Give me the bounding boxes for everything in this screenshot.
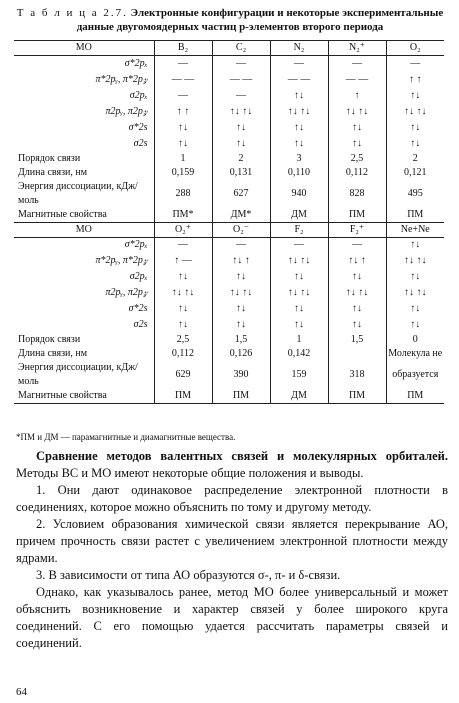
property-cell: ДМ bbox=[270, 208, 328, 223]
property-row bbox=[14, 361, 444, 389]
property-label: Длина связи, нм bbox=[18, 166, 88, 178]
orbital-cell: ↑↓ ↑ bbox=[212, 253, 270, 269]
property-cell: ПМ bbox=[328, 208, 386, 223]
orbital-cell: ↑ ↑ bbox=[154, 104, 212, 120]
orbital-cell: ↑↓ bbox=[386, 317, 444, 333]
orbital-cell: ↑↓ ↑↓ bbox=[212, 104, 270, 120]
section-heading: Сравнение методов валентных связей и молекулярных орбиталей. bbox=[36, 449, 448, 463]
orbital-cell: ↑↓ bbox=[154, 269, 212, 285]
orbital-cell: ↑↓ bbox=[386, 301, 444, 317]
orbital-cell: ↑↓ ↑↓ bbox=[212, 285, 270, 301]
orbital-cell: ↑↓ bbox=[270, 136, 328, 152]
property-cell: 1 bbox=[270, 333, 328, 347]
orbital-cell: ↑↓ bbox=[212, 317, 270, 333]
header-molecule: O₂ bbox=[386, 41, 444, 56]
header-molecule: N₂ bbox=[270, 41, 328, 56]
orbital-cell: ↑↓ bbox=[270, 88, 328, 104]
orbital-cell: ↑↓ bbox=[212, 136, 270, 152]
orbital-cell: — — bbox=[154, 72, 212, 88]
orbital-row bbox=[14, 317, 444, 333]
body-text bbox=[16, 448, 448, 652]
property-cell: 1,5 bbox=[212, 333, 270, 347]
orbital-cell: ↑↓ ↑↓ bbox=[328, 285, 386, 301]
property-cell: 288 bbox=[154, 180, 212, 208]
property-cell: 0 bbox=[386, 333, 444, 347]
header-mo: МО bbox=[14, 41, 154, 56]
property-cell: Молекула не bbox=[386, 347, 444, 361]
header-molecule: C₂ bbox=[212, 41, 270, 56]
property-cell: ДМ* bbox=[212, 208, 270, 223]
orbital-row bbox=[14, 120, 444, 136]
property-cell: ПМ* bbox=[154, 208, 212, 223]
property-label: Порядок связи bbox=[18, 152, 81, 164]
orbital-cell: ↑ — bbox=[154, 253, 212, 269]
property-label: Магнитные свойства bbox=[14, 389, 154, 404]
orbital-row bbox=[14, 72, 444, 88]
property-row bbox=[14, 389, 444, 404]
property-cell: ПМ bbox=[328, 389, 386, 404]
property-cell: 627 bbox=[212, 180, 270, 208]
property-cell: 2 bbox=[386, 152, 444, 166]
paragraph-1: 1. Они дают одинаковое распределение электронной плотности в соединениях, которое можно объяснить по тому и другому методу. bbox=[16, 483, 448, 514]
orbital-cell: ↑↓ bbox=[328, 136, 386, 152]
orbital-cell: ↑ bbox=[328, 88, 386, 104]
orbital-cell: — — bbox=[270, 72, 328, 88]
orbital-row bbox=[14, 253, 444, 269]
property-cell: 2 bbox=[212, 152, 270, 166]
property-row bbox=[14, 347, 444, 361]
orbital-label: σ2pₓ bbox=[129, 271, 148, 282]
header-molecule: B₂ bbox=[154, 41, 212, 56]
orbital-row bbox=[14, 88, 444, 104]
orbital-cell: ↑↓ ↑↓ bbox=[386, 104, 444, 120]
header-molecule: O₂⁻ bbox=[212, 222, 270, 237]
orbital-cell: ↑↓ bbox=[154, 301, 212, 317]
property-cell: 0,110 bbox=[270, 166, 328, 180]
property-cell: 0,121 bbox=[386, 166, 444, 180]
paragraph-heading bbox=[16, 448, 448, 482]
orbital-cell: — bbox=[270, 237, 328, 253]
property-cell: образуется bbox=[386, 361, 444, 389]
property-label: Порядок связи bbox=[18, 334, 81, 345]
header-molecule: F₂⁺ bbox=[328, 222, 386, 237]
orbital-cell: — bbox=[212, 56, 270, 72]
property-row bbox=[14, 152, 444, 166]
orbital-cell: ↑↓ ↑ bbox=[328, 253, 386, 269]
paragraph-2: 2. Условием образования химической связи является перекрывание АО, причем прочность связи растет с увеличением электронной плотности между ядрами. bbox=[16, 517, 448, 565]
header-mo: МО bbox=[14, 222, 154, 237]
orbital-cell: ↑↓ bbox=[212, 269, 270, 285]
orbital-label: π2pᵧ, π2p𝓏 bbox=[105, 105, 148, 117]
property-cell: 2,5 bbox=[154, 333, 212, 347]
property-cell: 0,126 bbox=[212, 347, 270, 361]
orbital-cell: — bbox=[154, 56, 212, 72]
orbital-cell: — — bbox=[328, 72, 386, 88]
property-cell: 318 bbox=[328, 361, 386, 389]
orbital-cell: ↑↓ bbox=[154, 120, 212, 136]
orbital-label: σ*2pₓ bbox=[124, 239, 148, 251]
header-molecule: O₂⁺ bbox=[154, 222, 212, 237]
orbital-cell: — bbox=[328, 56, 386, 72]
table-caption bbox=[10, 6, 450, 34]
orbital-cell: — bbox=[212, 237, 270, 253]
caption-title: Электронные конфигурации и некоторые экспериментальные данные двугомоядерных частиц p-элементов второго периода bbox=[76, 7, 444, 33]
orbital-row bbox=[14, 136, 444, 152]
orbital-cell: ↑↓ bbox=[154, 317, 212, 333]
orbital-cell: ↑↓ ↑↓ bbox=[386, 253, 444, 269]
orbital-label: σ*2s bbox=[128, 121, 148, 133]
orbital-cell: ↑↓ bbox=[270, 269, 328, 285]
orbital-cell: — bbox=[270, 56, 328, 72]
orbital-cell: ↑↓ bbox=[270, 301, 328, 317]
property-cell: ПМ bbox=[386, 208, 444, 223]
orbital-cell: — bbox=[154, 237, 212, 253]
property-cell: 828 bbox=[328, 180, 386, 208]
orbital-cell: ↑↓ bbox=[154, 136, 212, 152]
property-cell: ПМ bbox=[212, 389, 270, 404]
property-cell: 495 bbox=[386, 180, 444, 208]
property-cell: 940 bbox=[270, 180, 328, 208]
orbital-row bbox=[14, 269, 444, 285]
header-molecule: F₂ bbox=[270, 222, 328, 237]
property-cell: 1,5 bbox=[328, 333, 386, 347]
orbital-cell: ↑↓ bbox=[328, 317, 386, 333]
orbital-cell: ↑↓ bbox=[212, 120, 270, 136]
orbital-cell: ↑↓ bbox=[386, 237, 444, 253]
property-label: Магнитные свойства bbox=[14, 208, 154, 223]
orbital-row bbox=[14, 301, 444, 317]
orbital-label: σ*2pₓ bbox=[124, 57, 148, 69]
mo-table bbox=[14, 40, 444, 404]
orbital-cell: ↑↓ bbox=[386, 120, 444, 136]
orbital-cell: ↑↓ bbox=[386, 136, 444, 152]
orbital-label: π*2pᵧ, π*2p𝓏 bbox=[95, 255, 148, 266]
orbital-label: σ2s bbox=[133, 319, 148, 330]
property-cell: 3 bbox=[270, 152, 328, 166]
orbital-label: σ*2s bbox=[128, 303, 148, 314]
orbital-label: π*2pᵧ, π*2p𝓏 bbox=[95, 73, 148, 85]
paragraph-3: 3. В зависимости от типа АО образуются σ-, π- и δ-связи. bbox=[36, 568, 341, 582]
property-cell bbox=[328, 347, 386, 361]
property-cell: 0,131 bbox=[212, 166, 270, 180]
property-label: Энергия диссоциации, кДж/моль bbox=[18, 180, 138, 206]
property-cell: ДМ bbox=[270, 389, 328, 404]
property-row bbox=[14, 208, 444, 223]
footnote: *ПМ и ДМ — парамагнитные и диамагнитные вещества. bbox=[16, 432, 236, 442]
property-label: Длина связи, нм bbox=[18, 348, 88, 359]
heading-tail: Методы ВС и МО имеют некоторые общие положения и выводы. bbox=[16, 466, 364, 480]
orbital-cell: ↑↓ bbox=[328, 301, 386, 317]
property-cell: ПМ bbox=[154, 389, 212, 404]
orbital-cell: — bbox=[386, 56, 444, 72]
property-row bbox=[14, 180, 444, 208]
property-label: Энергия диссоциации, кДж/моль bbox=[18, 362, 138, 387]
orbital-cell: ↑↓ ↑↓ bbox=[270, 285, 328, 301]
orbital-row bbox=[14, 104, 444, 120]
orbital-cell: ↑↓ ↑↓ bbox=[270, 253, 328, 269]
header-molecule: Ne+Ne bbox=[386, 222, 444, 237]
property-cell: 1 bbox=[154, 152, 212, 166]
property-cell: 0,112 bbox=[328, 166, 386, 180]
orbital-cell: ↑ ↑ bbox=[386, 72, 444, 88]
header-row bbox=[14, 41, 444, 56]
property-cell: 2,5 bbox=[328, 152, 386, 166]
orbital-label: σ2pₓ bbox=[129, 89, 148, 101]
property-cell: 0,142 bbox=[270, 347, 328, 361]
mo-table-body bbox=[14, 41, 444, 404]
orbital-row bbox=[14, 237, 444, 253]
orbital-row bbox=[14, 56, 444, 72]
paragraph-4: Однако, как указывалось ранее, метод МО более универсальный и может объяснить возникновение и характер связей у более широкого круга соединений. С его помощью удается рассчитать параметры связей и соединений. bbox=[16, 585, 448, 650]
page-number: 64 bbox=[16, 686, 27, 698]
property-cell: 0,159 bbox=[154, 166, 212, 180]
orbital-cell: ↑↓ bbox=[270, 120, 328, 136]
orbital-label: π2pᵧ, π2p𝓏 bbox=[105, 287, 148, 298]
orbital-cell: ↑↓ bbox=[212, 301, 270, 317]
orbital-cell: ↑↓ ↑↓ bbox=[270, 104, 328, 120]
orbital-cell: ↑↓ bbox=[270, 317, 328, 333]
orbital-cell: — — bbox=[212, 72, 270, 88]
orbital-cell: ↑↓ bbox=[328, 120, 386, 136]
property-cell: 0,112 bbox=[154, 347, 212, 361]
property-row bbox=[14, 333, 444, 347]
orbital-cell: — bbox=[212, 88, 270, 104]
property-cell: 390 bbox=[212, 361, 270, 389]
header-row bbox=[14, 222, 444, 237]
property-cell: 159 bbox=[270, 361, 328, 389]
orbital-row bbox=[14, 285, 444, 301]
orbital-cell: ↑↓ ↑↓ bbox=[154, 285, 212, 301]
orbital-cell: ↑↓ ↑↓ bbox=[386, 285, 444, 301]
orbital-cell: ↑↓ bbox=[386, 88, 444, 104]
property-cell: ПМ bbox=[386, 389, 444, 404]
property-cell: 629 bbox=[154, 361, 212, 389]
orbital-cell: — bbox=[154, 88, 212, 104]
orbital-cell: ↑↓ ↑↓ bbox=[328, 104, 386, 120]
orbital-label: σ2s bbox=[133, 137, 148, 149]
header-molecule: N₂⁺ bbox=[328, 41, 386, 56]
caption-label: Т а б л и ц а 2.7. bbox=[16, 7, 128, 19]
orbital-cell: ↑↓ bbox=[386, 269, 444, 285]
orbital-cell: ↑↓ bbox=[328, 269, 386, 285]
orbital-cell: — bbox=[328, 237, 386, 253]
property-row bbox=[14, 166, 444, 180]
